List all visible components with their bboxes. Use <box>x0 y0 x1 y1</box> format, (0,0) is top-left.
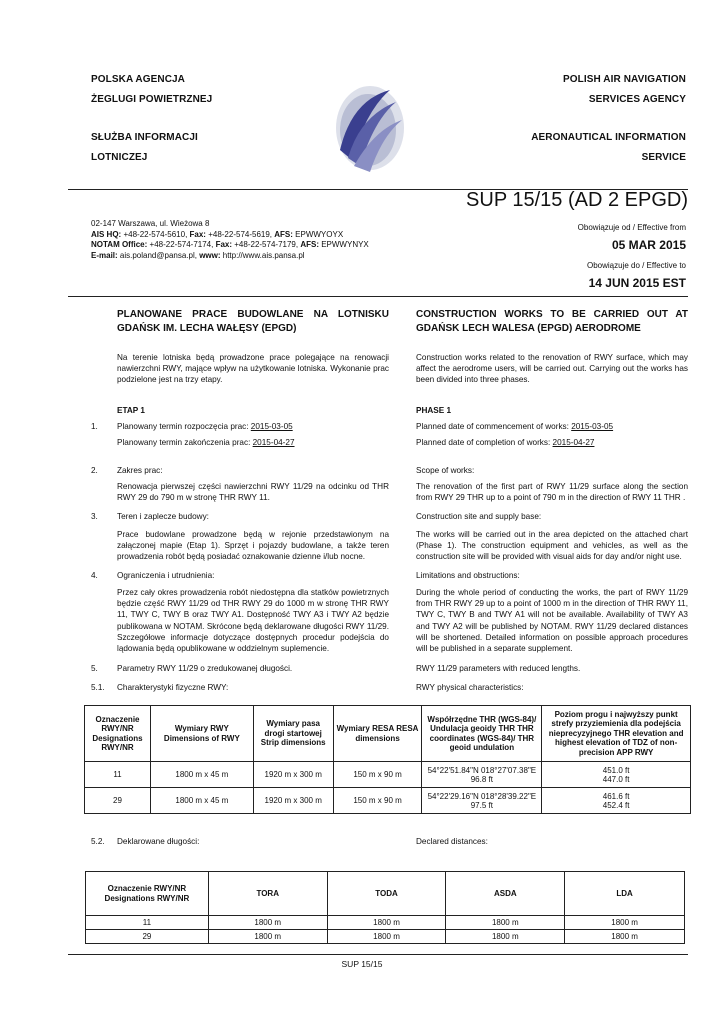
cell-dim: 1800 m x 45 m <box>150 788 253 814</box>
item-number-5-2: 5.2. <box>91 837 105 846</box>
site-text-en: The works will be carried out in the area depicted on the attached chart (Phase 1). The construction equipment and vehicles, as well as the construction site will be provided with visual aids for day and/or night use. <box>416 530 688 562</box>
params-pl: Parametry RWY 11/29 o zredukowanej długości. <box>117 664 293 673</box>
service-name-en-1: AERONAUTICAL INFORMATION <box>531 132 686 143</box>
footer-page-id: SUP 15/15 <box>341 959 383 969</box>
cell-elev: 451.0 ft 447.0 ft <box>542 762 691 788</box>
cell-elev: 461.6 ft 452.4 ft <box>542 788 691 814</box>
item-number-5: 5. <box>91 664 98 673</box>
col-designation: Oznaczenie RWY/NR Designations RWY/NR <box>86 872 209 916</box>
declared-en: Declared distances: <box>416 837 488 846</box>
cell-asda: 1800 m <box>446 930 565 944</box>
cell-resa: 150 m x 90 m <box>333 762 422 788</box>
col-toda: TODA <box>327 872 446 916</box>
cell-resa: 150 m x 90 m <box>333 788 422 814</box>
notam-line: NOTAM Office: +48-22-574-7174, Fax: +48-22-574-7179, AFS: EPWWYNYX <box>91 240 369 249</box>
item-number-5-1: 5.1. <box>91 683 105 692</box>
start-date-pl: Planowany termin rozpoczęcia prac: 2015-03-05 <box>117 422 293 431</box>
limits-text-en: During the whole period of conducting the works, the part of RWY 11/29 from THR RWY 29 up to a point of 1000 m in the direction of THR RWY 11, TWY C, TWY B and TWY A1 will not be available. Availability of TWY A3 and TWY A2 will be published by NOTAM. RWY 11/29 declared distances will be shortened. Detailed information on possible approach procedures will be published in a separate supplement. <box>416 588 688 654</box>
cell-strip: 1920 m x 300 m <box>253 788 333 814</box>
intro-en: Construction works related to the renovation of RWY surface, which may affect the aerodrome users, will be carried out. Carrying out the works has been divided into three phases. <box>416 353 688 385</box>
limits-heading-en: Limitations and obstructions: <box>416 571 520 580</box>
service-name-en-2: SERVICE <box>641 152 686 163</box>
agency-name-pl-2: ŻEGLUGI POWIETRZNEJ <box>91 94 213 105</box>
col-tora: TORA <box>208 872 327 916</box>
limits-heading-pl: Ograniczenia i utrudnienia: <box>117 571 215 580</box>
scope-heading-en: Scope of works: <box>416 466 475 475</box>
contact-block <box>91 219 391 261</box>
scope-text-en: The renovation of the first part of RWY 11/29 surface along the section from RWY 29 THR up to a point of 790 m in the direction of RWY 11 THR . <box>416 482 688 503</box>
table-row <box>85 762 691 788</box>
scope-heading-pl: Zakres prac: <box>117 466 163 475</box>
cell-rwy: 29 <box>86 930 209 944</box>
end-date-en: Planned date of completion of works: 2015-04-27 <box>416 438 595 447</box>
cell-rwy: 11 <box>86 916 209 930</box>
table-row <box>86 916 685 930</box>
effective-from-date: 05 MAR 2015 <box>611 238 686 252</box>
start-date-en: Planned date of commencement of works: 2015-03-05 <box>416 422 614 431</box>
item-number-3: 3. <box>91 512 98 521</box>
intro-pl: Na terenie lotniska będą prowadzone prace polegające na renowacji nawierzchni RWY, mające wpływ na użytkowanie lotniska. Wykonanie prac podzielone jest na trzy etapy. <box>117 353 389 385</box>
cell-coord: 54°22'29.16"N 018°28'39.22"E 97.5 ft <box>422 788 542 814</box>
phys-en: RWY physical characteristics: <box>416 683 524 692</box>
cell-dim: 1800 m x 45 m <box>150 762 253 788</box>
item-number-1: 1. <box>91 422 98 431</box>
cell-rwy: 11 <box>85 762 151 788</box>
table-row <box>86 930 685 944</box>
cell-coord: 54°22'51.84"N 018°27'07.38"E 96.8 ft <box>422 762 542 788</box>
col-strip: Wymiary pasa drogi startowej Strip dimensions <box>253 706 333 762</box>
col-coordinates: Współrzędne THR (WGS-84)/ Undulacja geoidy THR THR coordinates (WGS-84)/ THR geoid undulation <box>422 706 542 762</box>
cell-asda: 1800 m <box>446 916 565 930</box>
cell-rwy: 29 <box>85 788 151 814</box>
pansa-logo <box>330 80 406 174</box>
declared-pl: Deklarowane długości: <box>117 837 200 846</box>
title-pl: PLANOWANE PRACE BUDOWLANE NA LOTNISKU GDAŃSK IM. LECHA WAŁĘSY (EPGD) <box>117 309 389 334</box>
email-line: E-mail: ais.poland@pansa.pl, www: http://www.ais.pansa.pl <box>91 250 305 260</box>
phase-pl: ETAP 1 <box>117 406 145 415</box>
cell-tora: 1800 m <box>208 930 327 944</box>
cell-toda: 1800 m <box>327 930 446 944</box>
service-name-pl-2: LOTNICZEJ <box>91 152 148 163</box>
cell-strip: 1920 m x 300 m <box>253 762 333 788</box>
agency-name-en-2: SERVICES AGENCY <box>588 94 686 105</box>
item-number-4: 4. <box>91 571 98 580</box>
end-date-pl: Planowany termin zakończenia prac: 2015-04-27 <box>117 438 295 447</box>
limits-text-pl: Przez cały okres prowadzenia robót niedostępna dla statków powietrznych będzie część RWY 11/29 od THR RWY 29 do 1000 m w stronę THR RWY 11, TWY C, TWY B oraz TWY A1. Dostępność TWY A3 i TWY A2 będzie publikowana w NOTAM. Skrócone będą deklarowane długości RWY 11/29. Szczegółowe informacje dotyczące dostępnych procedur podejścia do lądowania będą opublikowane w oddzielnym suplemencie. <box>117 588 389 654</box>
agency-name-pl-1: POLSKA AGENCJA <box>91 74 186 85</box>
ais-hq-line: AIS HQ: +48-22-574-5610, Fax: +48-22-574-5619, AFS: EPWWYOYX <box>91 229 344 239</box>
agency-name-en-1: POLISH AIR NAVIGATION <box>562 74 686 85</box>
col-lda: LDA <box>565 872 685 916</box>
col-asda: ASDA <box>446 872 565 916</box>
footer-rule <box>68 954 688 955</box>
site-text-pl: Prace budowlane prowadzone będą w rejonie przedstawionym na załączonej mapie (Etap 1). Sprzęt i pojazdy budowlane, a także teren prowadzenia robót będą posiadać oznakowanie dzienne i/lub nocne. <box>117 530 389 562</box>
item-number-2: 2. <box>91 466 98 475</box>
effective-from-label: Obowiązuje od / Effective from <box>577 223 686 232</box>
params-en: RWY 11/29 parameters with reduced lengths. <box>416 664 581 673</box>
cell-lda: 1800 m <box>565 916 685 930</box>
cell-toda: 1800 m <box>327 916 446 930</box>
effective-to-date: 14 JUN 2015 EST <box>588 276 686 290</box>
table-row <box>85 788 691 814</box>
phase-en: PHASE 1 <box>416 406 452 415</box>
phys-pl: Charakterystyki fizyczne RWY: <box>117 683 229 692</box>
col-elevation: Poziom progu i najwyższy punkt strefy przyziemienia dla podejścia nieprecyzyjnego THR elevation and highest elevation of TDZ of non-precision APP RWY <box>542 706 691 762</box>
address: 02-147 Warszawa, ul. Wieżowa 8 <box>91 219 210 228</box>
declared-distances-table <box>85 871 685 944</box>
site-heading-en: Construction site and supply base: <box>416 512 542 521</box>
scope-text-pl: Renowacja pierwszej części nawierzchni RWY 11/29 na odcinku od THR RWY 29 do 790 m w stronę THR RWY 11. <box>117 482 389 503</box>
col-dimensions: Wymiary RWY Dimensions of RWY <box>150 706 253 762</box>
service-name-pl-1: SŁUŻBA INFORMACJI <box>91 132 198 143</box>
sup-title: SUP 15/15 (AD 2 EPGD) <box>466 189 688 211</box>
title-en: CONSTRUCTION WORKS TO BE CARRIED OUT AT GDAŃSK LECH WALESA (EPGD) AERODROME <box>416 309 688 334</box>
col-resa: Wymiary RESA RESA dimensions <box>333 706 422 762</box>
rwy-physical-table <box>84 705 691 814</box>
site-heading-pl: Teren i zaplecze budowy: <box>117 512 209 521</box>
section-rule <box>68 296 688 297</box>
cell-tora: 1800 m <box>208 916 327 930</box>
cell-lda: 1800 m <box>565 930 685 944</box>
effective-to-label: Obowiązuje do / Effective to <box>586 261 686 270</box>
col-designation: Oznaczenie RWY/NR Designations RWY/NR <box>85 706 151 762</box>
